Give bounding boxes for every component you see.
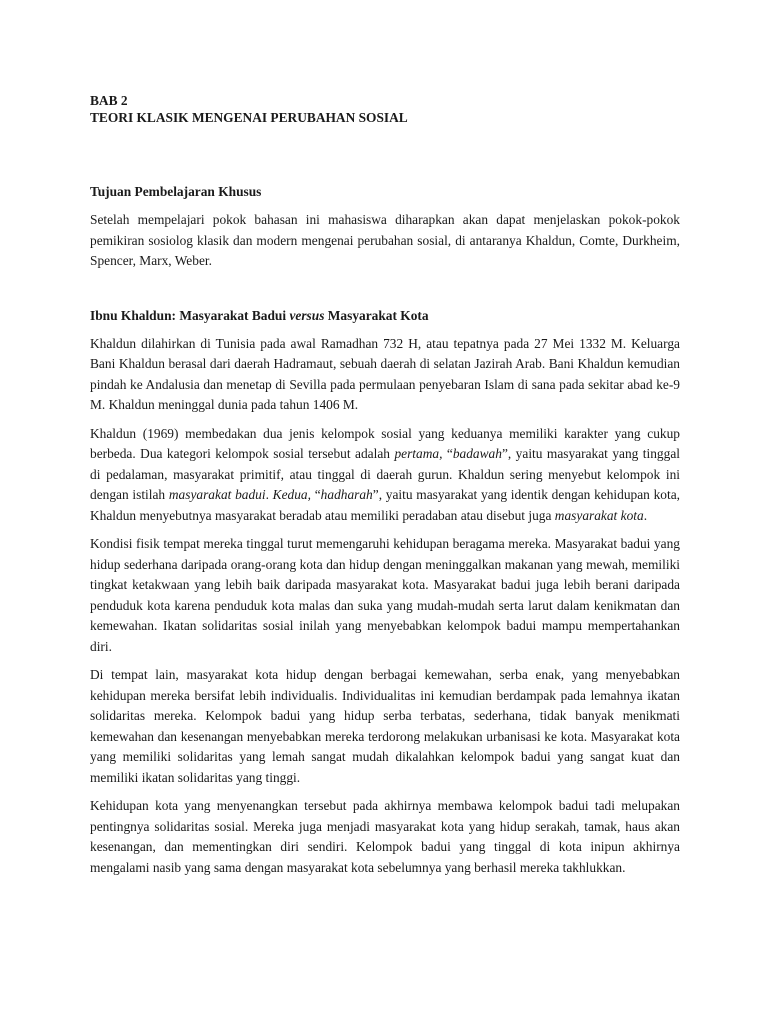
p2-text-6: ”, yaitu masyarakat yang identik dengan kehidupan kota, Khaldun menyebutnya masyarakat beradab atau memiliki peradaban atau disebut juga <box>90 487 680 523</box>
khaldun-paragraph-4: Di tempat lain, masyarakat kota hidup dengan berbagai kemewahan, serba enak, yang menyebabkan kehidupan mereka bersifat lebih individualis. Individualitas ini kemudian berdampak pada lemahnya ikatan solidaritas mereka. Kelompok badui yang hidup serba terbatas, sederhana, tidak banyak menikmati kemewahan dan kesenangan menyebabkan mereka terdorong melakukan urbanisasi ke kota. Masyarakat kota yang memiliki solidaritas yang lemah sangat mudah dikalahkan kelompok badui yang sangat kuat dan memiliki ikatan solidaritas yang tinggi. <box>90 667 680 785</box>
p2-italic-masyarakat-badui: masyarakat badui <box>168 487 266 502</box>
document-page <box>90 92 680 878</box>
chapter-title: TEORI KLASIK MENGENAI PERUBAHAN SOSIAL <box>90 110 408 125</box>
chapter-number: BAB 2 <box>90 93 128 108</box>
khaldun-heading-part1: Ibnu Khaldun: Masyarakat Badui <box>90 307 290 323</box>
p2-text-2: “ <box>442 446 453 461</box>
khaldun-paragraph-2 <box>90 424 680 527</box>
p2-text-1: Khaldun (1969) membedakan dua jenis kelompok sosial yang keduanya memiliki karakter yang cukup berbeda. Dua kategori kelompok sosial tersebut adalah <box>90 425 680 461</box>
khaldun-heading-italic: versus <box>289 307 325 323</box>
khaldun-heading-part2: Masyarakat Kota <box>324 307 429 323</box>
p2-italic-masyarakat-kota: masyarakat kota <box>554 507 644 523</box>
p2-italic-hadharah: hadharah <box>320 487 373 502</box>
p2-italic-badawah: badawah <box>452 446 502 461</box>
p2-italic-kedua: Kedua, <box>272 487 311 502</box>
khaldun-paragraph-3: Kondisi fisik tempat mereka tinggal turut memengaruhi kehidupan beragama mereka. Masyarakat badui yang hidup sederhana daripada orang-orang kota dan hidup dengan meninggalkan makanan yang mewah, memiliki tingkat ketakwaan yang lebih baik daripada masyarakat kota. Masyarakat badui juga lebih berani daripada penduduk kota karena penduduk kota malas dan suka yang mudah-mudah serta larut dalam kenikmatan dan kemewahan. Ikatan solidaritas sosial inilah yang menyebabkan kelompok badui mampu mempertahankan diri. <box>90 536 680 654</box>
p2-text-7: . <box>643 507 648 523</box>
p2-text-5: “ <box>310 487 321 502</box>
khaldun-heading <box>90 307 680 325</box>
p2-text-4: . <box>265 487 273 502</box>
objectives-paragraph: Setelah mempelajari pokok bahasan ini mahasiswa diharapkan akan dapat menjelaskan pokok-pokok pemikiran sosiolog klasik dan modern mengenai perubahan sosial, di antaranya Khaldun, Comte, Durkheim, Spencer, Marx, Weber. <box>90 212 680 268</box>
p2-text-3: ”, yaitu masyarakat yang tinggal di pedalaman, masyarakat primitif, atau tinggal di daerah gurun. Khaldun sering menyebut kelompok ini dengan istilah <box>90 446 680 502</box>
khaldun-paragraph-1: Khaldun dilahirkan di Tunisia pada awal Ramadhan 732 H, atau tepatnya pada 27 Mei 1332 M. Keluarga Bani Khaldun berasal dari daerah Hadramaut, sebuah daerah di selatan Jazirah Arab. Bani Khaldun kemudian pindah ke Andalusia dan menetap di Sevilla pada permulaan penyebaran Islam di sana pada sekitar abad ke-9 M. Khaldun meninggal dunia pada tahun 1406 M. <box>90 335 680 412</box>
p2-italic-pertama: pertama, <box>394 446 443 461</box>
khaldun-paragraph-5: Kehidupan kota yang menyenangkan tersebut pada akhirnya membawa kelompok badui tadi melupakan pentingnya solidaritas sosial. Mereka juga menjadi masyarakat kota yang hidup serakah, tamak, haus akan kesenangan, dan mementingkan diri sendiri. Kelompok badui yang tinggal di kota inipun akhirnya mengalami nasib yang sama dengan masyarakat kota sebelumnya yang berhasil mereka takhlukkan. <box>90 798 680 875</box>
objectives-heading: Tujuan Pembelajaran Khusus <box>90 184 262 199</box>
